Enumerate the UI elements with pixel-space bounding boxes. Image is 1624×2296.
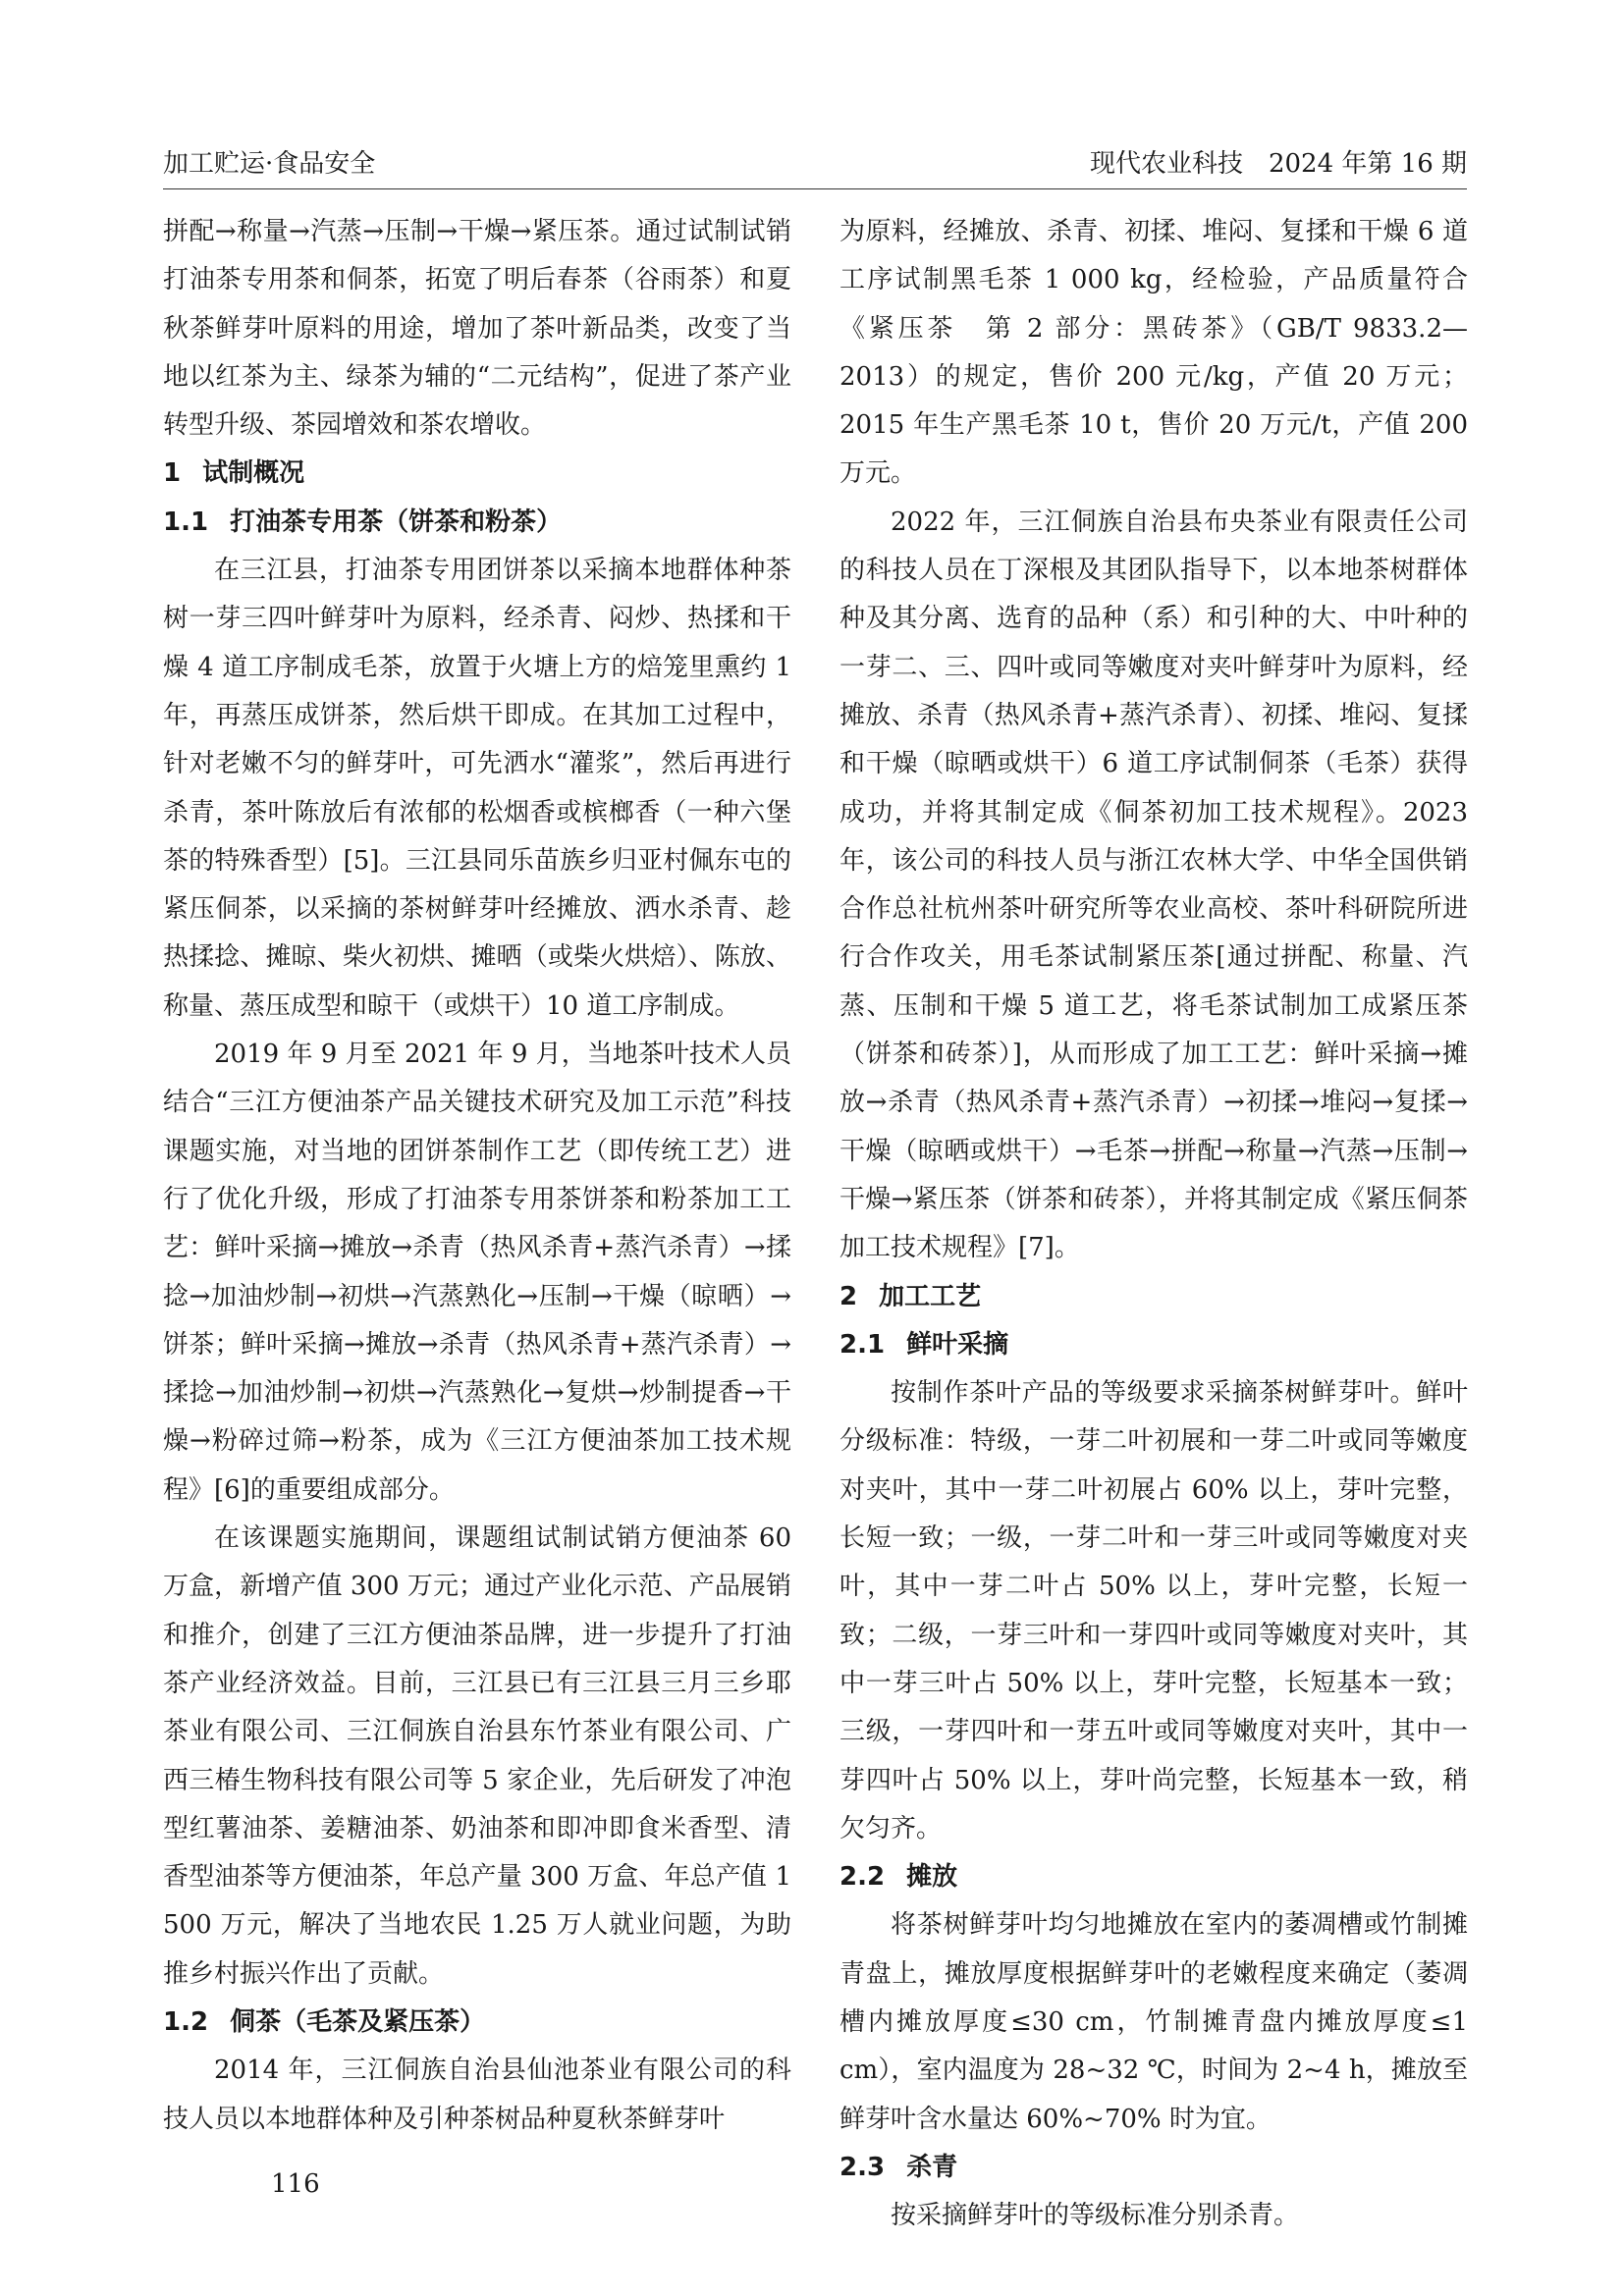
paragraph: 2019 年 9 月至 2021 年 9 月，当地茶叶技术人员结合“三江方便油茶产品关键技术研究及加工示范”科技课题实施，对当地的团饼茶制作工艺（即传统工艺）进行了优化升级，形成了打油茶专用茶饼茶和粉茶加工工艺：鲜叶采摘→摊放→杀青（热风杀青+蒸汽杀青）→揉捻→加油炒制→初烘→汽蒸熟化→压制→干燥（晾晒）→饼茶；鲜叶采摘→摊放→杀青（热风杀青+蒸汽杀青）→揉捻→加油炒制→初烘→汽蒸熟化→复烘→炒制提香→干燥→粉碎过筛→粉茶，成为《三江方便油茶加工技术规程》[6]的重要组成部分。 <box>163 1040 791 1505</box>
subsection-title: 杀青 <box>906 2152 958 2182</box>
section-heading-2 <box>839 1273 1468 1321</box>
section-number: 1 <box>163 458 182 489</box>
subsection-title: 摊放 <box>906 1862 958 1893</box>
paragraph: 2014 年，三江侗族自治县仙池茶业有限公司的科技人员以本地群体种及引种茶树品种夏秋茶鲜芽叶 <box>163 2056 791 2134</box>
subsection-heading-2-2 <box>839 1853 1468 1901</box>
paragraph: 按采摘鲜芽叶的等级标准分别杀青。 <box>891 2201 1300 2231</box>
paragraph: 按制作茶叶产品的等级要求采摘茶树鲜芽叶。鲜叶分级标准：特级，一芽二叶初展和一芽二叶或同等嫩度对夹叶，其中一芽二叶初展占 60% 以上，芽叶完整，长短一致；一级，一芽二叶和一芽三叶或同等嫩度对夹叶，其中一芽二叶占 50% 以上，芽叶完整，长短一致；二级，一芽三叶和一芽四叶或同等嫩度对夹叶，其中一芽三叶占 50% 以上，芽叶完整，长短基本一致；三级，一芽四叶和一芽五叶或同等嫩度对夹叶，其中一芽四叶占 50% 以上，芽叶尚完整，长短基本一致，稍欠匀齐。 <box>839 1378 1468 1843</box>
subsection-heading-2-3 <box>839 2144 1468 2192</box>
page-number: 116 <box>271 2169 320 2199</box>
paragraph: 在三江县，打油茶专用团饼茶以采摘本地群体种茶树一芽三四叶鲜芽叶为原料，经杀青、闷炒、热揉和干燥 4 道工序制成毛茶，放置于火塘上方的焙笼里熏约 1 年，再蒸压成饼茶，然后烘干即成。在其加工过程中，针对老嫩不匀的鲜芽叶，可先洒水“灌浆”，然后再进行杀青，茶叶陈放后有浓郁的松烟香或槟榔香（一种六堡茶的特殊香型）[5]。三江县同乐苗族乡归亚村佩东屯的紧压侗茶，以采摘的茶树鲜芽叶经摊放、洒水杀青、趁热揉捻、摊晾、柴火初烘、摊晒（或柴火烘焙）、陈放、称量、蒸压成型和晾干（或烘干）10 道工序制成。 <box>163 556 791 1021</box>
running-header-journal: 现代农业科技 2024 年第 16 期 <box>1089 149 1467 179</box>
section-heading-1 <box>163 450 791 498</box>
subsection-number: 1.2 <box>163 2006 209 2037</box>
paragraph: 将茶树鲜芽叶均匀地摊放在室内的萎凋槽或竹制摊青盘上，摊放厚度根据鲜芽叶的老嫩程度来确定（萎凋槽内摊放厚度≤30 cm，竹制摊青盘内摊放厚度≤1 cm），室内温度为 28~32 ℃，时间为 2~4 h，摊放至鲜芽叶含水量达 60%~70% 时为宜。 <box>839 1910 1468 2134</box>
paragraph: 2022 年，三江侗族自治县布央茶业有限责任公司的科技人员在丁深根及其团队指导下，以本地茶树群体种及其分离、选育的品种（系）和引种的大、中叶种的一芽二、三、四叶或同等嫩度对夹叶鲜芽叶为原料，经摊放、杀青（热风杀青+蒸汽杀青）、初揉、堆闷、复揉和干燥（晾晒或烘干）6 道工序试制侗茶（毛茶）获得成功，并将其制定成《侗茶初加工技术规程》。2023 年，该公司的科技人员与浙江农林大学、中华全国供销合作总社杭州茶叶研究所等农业高校、茶叶科研院所进行合作攻关，用毛茶试制紧压茶[通过拼配、称量、汽蒸、压制和干燥 5 道工艺，将毛茶试制加工成紧压茶（饼茶和砖茶）]，从而形成了加工工艺：鲜叶采摘→摊放→杀青（热风杀青+蒸汽杀青）→初揉→堆闷→复揉→干燥（晾晒或烘干）→毛茶→拼配→称量→汽蒸→压制→干燥→紧压茶（饼茶和砖茶），并将其制定成《紧压侗茶加工技术规程》[7]。 <box>839 507 1468 1263</box>
subsection-heading-2-1 <box>839 1321 1468 1369</box>
section-number: 2 <box>839 1281 858 1311</box>
paragraph-continued: 拼配→称量→汽蒸→压制→干燥→紧压茶。通过试制试销打油茶专用茶和侗茶，拓宽了明后春茶（谷雨茶）和夏秋茶鲜芽叶原料的用途，增加了茶叶新品类，改变了当地以红茶为主、绿茶为辅的“二元结构”，促进了茶产业转型升级、茶园增效和茶农增收。 <box>163 217 791 441</box>
subsection-number: 2.3 <box>839 2152 886 2182</box>
left-column <box>163 208 791 2144</box>
section-title: 试制概况 <box>202 458 305 489</box>
paragraph: 在该课题实施期间，课题组试制试销方便油茶 60 万盒，新增产值 300 万元；通过产业化示范、产品展销和推介，创建了三江方便油茶品牌，进一步提升了打油茶产业经济效益。目前，三江县已有三江县三月三乡耶茶业有限公司、三江侗族自治县东竹茶业有限公司、广西三椿生物科技有限公司等 5 家企业，先后研发了冲泡型红薯油茶、姜糖油茶、奶油茶和即冲即食米香型、清香型油茶等方便油茶，年总产量 300 万盒、年总产值 1 500 万元，解决了当地农民 1.25 万人就业问题，为助推乡村振兴作出了贡献。 <box>163 1523 791 1989</box>
running-header-section: 加工贮运·食品安全 <box>163 149 376 179</box>
header-rule <box>163 188 1467 189</box>
subsection-title: 侗茶（毛茶及紧压茶） <box>230 2006 486 2037</box>
subsection-number: 2.1 <box>839 1329 886 1360</box>
subsection-number: 2.2 <box>839 1862 886 1893</box>
subsection-title: 打油茶专用茶（饼茶和粉茶） <box>230 507 563 537</box>
right-column <box>839 208 1468 2240</box>
subsection-number: 1.1 <box>163 507 209 537</box>
subsection-heading-1-2 <box>163 1999 791 2047</box>
section-title: 加工工艺 <box>879 1281 982 1311</box>
subsection-title: 鲜叶采摘 <box>906 1329 1009 1360</box>
paragraph-continued: 为原料，经摊放、杀青、初揉、堆闷、复揉和干燥 6 道工序试制黑毛茶 1 000 kg，经检验，产品质量符合《紧压茶 第 2 部分：黑砖茶》（GB/T 9833.2—2013）的规定，售价 200 元/kg，产值 20 万元；2015 年生产黑毛茶 10 t，售价 20 万元/t，产值 200 万元。 <box>839 217 1468 489</box>
subsection-heading-1-1 <box>163 499 791 547</box>
